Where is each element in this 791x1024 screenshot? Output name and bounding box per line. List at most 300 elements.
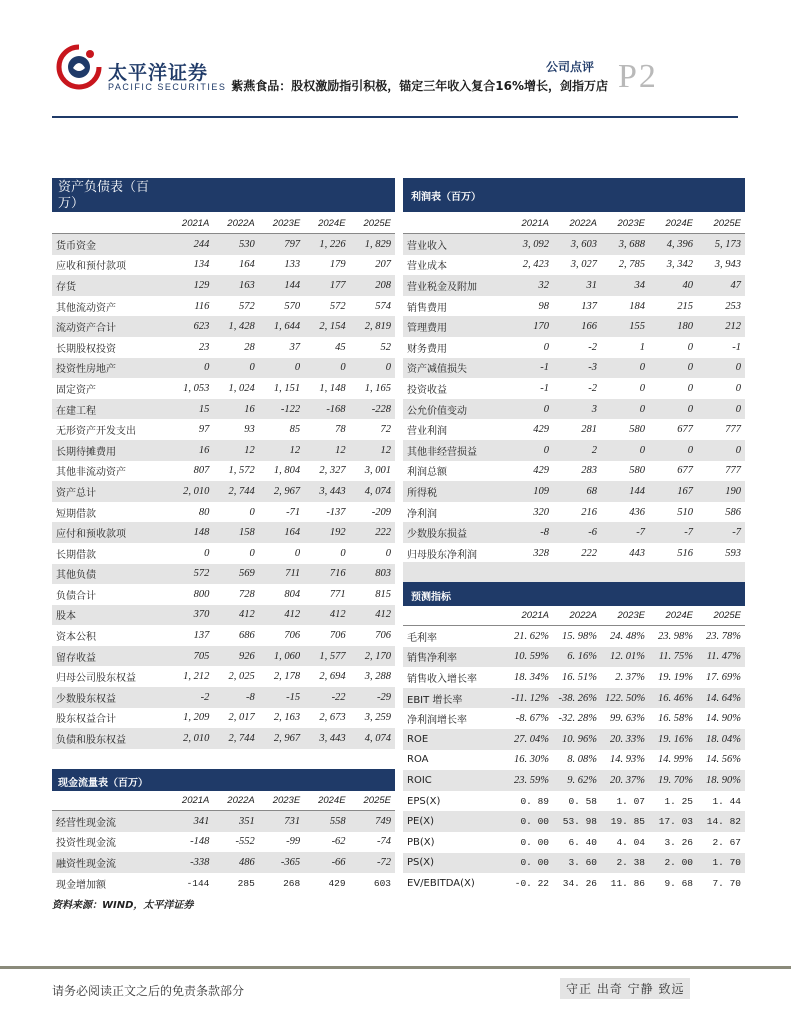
income-statement-title: 利润表（百万）: [411, 192, 481, 203]
value-cell: 14. 90%: [706, 713, 741, 725]
value-cell: 144: [601, 481, 649, 502]
value-cell: 15. 98%: [562, 630, 597, 642]
row-label: 销售费用: [407, 302, 447, 314]
row-label: EBIT 增长率: [403, 688, 505, 709]
value-cell: 3, 443: [304, 728, 349, 749]
table-row: [52, 481, 395, 502]
value-cell: 2, 170: [350, 646, 395, 667]
header-divider: [52, 116, 738, 118]
row-label: 其他流动资产: [56, 302, 116, 314]
value-cell: 8. 08%: [567, 754, 597, 766]
value-cell: 0: [735, 382, 741, 394]
value-cell: 3. 26: [664, 836, 693, 848]
value-cell: 1, 226: [304, 234, 349, 255]
value-cell: 0: [601, 440, 649, 461]
value-cell: 16: [213, 399, 258, 420]
value-cell: 18. 90%: [697, 770, 745, 791]
table-row: [52, 378, 395, 399]
value-cell: 17. 03: [649, 811, 697, 832]
row-label: ROIC: [403, 770, 505, 791]
value-cell: 52: [380, 341, 391, 353]
value-cell: 19. 85: [601, 811, 649, 832]
value-cell: 0. 58: [568, 795, 597, 807]
table-row: [403, 502, 745, 523]
value-cell: 122. 50%: [601, 688, 649, 709]
value-cell: 516: [677, 547, 693, 559]
table-row: [403, 791, 745, 812]
table-row: [403, 750, 745, 771]
value-cell: 11. 86: [610, 877, 645, 889]
table-row: [52, 275, 395, 296]
year-header-cell: 2023E: [259, 214, 304, 234]
value-cell: 429: [328, 877, 346, 889]
value-cell: -29: [350, 687, 395, 708]
value-cell: -99: [286, 836, 301, 848]
table-row: [403, 832, 745, 853]
value-cell: 0: [505, 440, 553, 461]
value-cell: 686: [239, 630, 255, 642]
row-label: 销售收入增长率: [407, 673, 477, 685]
row-label: 短期借款: [56, 508, 96, 520]
row-label: 长期借款: [56, 549, 96, 561]
value-cell: -228: [350, 399, 395, 420]
value-cell: 177: [304, 275, 349, 296]
value-cell: 558: [304, 811, 349, 832]
value-cell: 2, 017: [228, 712, 255, 724]
value-cell: 3: [553, 399, 601, 420]
value-cell: 803: [350, 564, 395, 585]
table-row: [52, 687, 395, 708]
year-header-blank: [403, 606, 505, 626]
value-cell: 144: [259, 275, 304, 296]
value-cell: 2, 163: [273, 712, 301, 724]
value-cell: 815: [375, 588, 391, 600]
row-label: 利润总额: [407, 467, 447, 479]
value-cell: 10. 96%: [553, 729, 601, 750]
value-cell: 0: [350, 358, 395, 379]
year-header-row: [403, 214, 745, 234]
year-header-row: [52, 214, 395, 234]
value-cell: 706: [329, 630, 346, 642]
value-cell: 0: [601, 358, 649, 379]
value-cell: 2. 37%: [615, 671, 645, 683]
value-cell: 18. 04%: [697, 729, 745, 750]
year-header-blank: [52, 214, 168, 234]
value-cell: 6. 40: [568, 836, 597, 848]
value-cell: 129: [168, 275, 213, 296]
row-label: 投资收益: [407, 384, 447, 396]
value-cell: 1. 70: [697, 853, 745, 874]
value-cell: 443: [629, 547, 645, 559]
value-cell: 429: [533, 465, 549, 477]
value-cell: 1, 572: [228, 465, 255, 477]
value-cell: 0: [259, 358, 304, 379]
value-cell: 72: [380, 424, 391, 436]
forecast-title-bar: [403, 582, 745, 606]
row-label: 现金增加额: [56, 879, 106, 891]
value-cell: 3. 60: [553, 853, 601, 874]
value-cell: 711: [259, 564, 304, 585]
table-row: [52, 461, 395, 482]
value-cell: 281: [581, 424, 597, 436]
table-row: [52, 316, 395, 337]
row-label: 资产总计: [52, 481, 168, 502]
value-cell: 1, 024: [228, 382, 255, 394]
value-cell: 1, 829: [350, 234, 395, 255]
year-header-cell: 2022A: [213, 214, 258, 234]
year-header-cell: 2022A: [553, 606, 601, 626]
row-label: 投资性房地产: [52, 358, 168, 379]
value-cell: 0. 89: [520, 795, 549, 807]
value-cell: 148: [168, 522, 213, 543]
value-cell: 0: [601, 399, 649, 420]
value-cell: 68: [553, 481, 601, 502]
value-cell: 3, 092: [505, 234, 553, 255]
value-cell: 2, 327: [319, 465, 346, 477]
row-label: 少数股东损益: [403, 522, 505, 543]
row-label: EV/EBITDA(X): [407, 877, 475, 889]
value-cell: 926: [213, 646, 258, 667]
value-cell: -0. 22: [514, 877, 549, 889]
row-label: 应付和预收款项: [52, 522, 168, 543]
value-cell: 341: [168, 811, 213, 832]
row-label: 融资性现金流: [52, 852, 168, 873]
value-cell: 16. 46%: [649, 688, 697, 709]
value-cell: 370: [168, 605, 213, 626]
value-cell: -2: [168, 687, 213, 708]
value-cell: 137: [193, 630, 210, 642]
value-cell: 16. 58%: [658, 713, 693, 725]
value-cell: 0: [697, 358, 745, 379]
value-cell: 574: [375, 300, 391, 312]
table-row: [403, 811, 745, 832]
value-cell: 1. 25: [664, 795, 693, 807]
row-label: 管理费用: [403, 316, 505, 337]
value-cell: -1: [505, 358, 553, 379]
company-motto: 守正 出奇 宁静 致远: [560, 978, 690, 999]
table-row: [403, 770, 745, 791]
row-label: 所得税: [403, 481, 505, 502]
value-cell: 0: [304, 358, 349, 379]
value-cell: 23: [198, 341, 210, 353]
year-header-cell: 2024E: [649, 606, 697, 626]
row-label: 负债和股东权益: [52, 728, 168, 749]
row-label: 货币资金: [52, 234, 168, 255]
table-row: [403, 667, 745, 688]
value-cell: 12: [259, 440, 304, 461]
table-row: [52, 543, 395, 564]
value-cell: 23. 98%: [658, 630, 693, 642]
value-cell: 19. 70%: [649, 770, 697, 791]
value-cell: 20. 37%: [601, 770, 649, 791]
value-cell: 569: [213, 564, 258, 585]
value-cell: -32. 28%: [558, 713, 597, 725]
footer-divider: [0, 966, 791, 969]
table-row: [403, 378, 745, 399]
value-cell: 98: [538, 300, 549, 312]
year-header-cell: 2021A: [505, 606, 553, 626]
value-cell: 3, 943: [714, 259, 741, 271]
row-label: 归母股东净利润: [407, 549, 477, 561]
value-cell: 2, 744: [213, 481, 258, 502]
value-cell: 37: [289, 341, 301, 353]
value-cell: 0: [649, 440, 697, 461]
table-row: [403, 873, 745, 894]
value-cell: 116: [194, 300, 210, 312]
row-label: 资产减值损失: [403, 358, 505, 379]
value-cell: -1: [732, 341, 741, 353]
row-label: 投资性现金流: [56, 838, 116, 850]
value-cell: 4, 074: [350, 728, 395, 749]
table-row: [52, 522, 395, 543]
value-cell: 99. 63%: [610, 713, 645, 725]
row-label: 其他负债: [52, 564, 168, 585]
value-cell: 1, 209: [183, 712, 210, 724]
value-cell: 4. 04: [616, 836, 645, 848]
value-cell: 706: [284, 630, 301, 642]
table-row: [403, 522, 745, 543]
value-cell: -338: [168, 852, 213, 873]
value-cell: 1, 804: [273, 465, 301, 477]
value-cell: 777: [725, 465, 741, 477]
row-label: ROA: [407, 754, 429, 766]
value-cell: 34. 26: [562, 877, 597, 889]
row-label: 股东权益合计: [56, 714, 116, 726]
row-label: 财务费用: [407, 343, 447, 355]
table-row: [403, 481, 745, 502]
table-row: [403, 543, 745, 564]
value-cell: 40: [649, 275, 697, 296]
value-cell: 12. 01%: [601, 647, 649, 668]
value-cell: 797: [259, 234, 304, 255]
value-cell: 23. 78%: [706, 630, 741, 642]
value-cell: 16. 30%: [514, 754, 549, 766]
value-cell: 2. 00: [649, 853, 697, 874]
value-cell: 14. 64%: [697, 688, 745, 709]
year-header-cell: 2022A: [553, 214, 601, 234]
value-cell: 412: [213, 605, 258, 626]
document-title: 紫燕食品：股权激励指引积极，锚定三年收入复合16%增长，剑指万店: [231, 79, 608, 93]
value-cell: 2. 67: [712, 836, 741, 848]
value-cell: -15: [259, 687, 304, 708]
value-cell: 3, 027: [570, 259, 597, 271]
value-cell: 1, 428: [213, 316, 258, 337]
value-cell: 12: [213, 440, 258, 461]
value-cell: 3, 443: [304, 481, 349, 502]
value-cell: 11. 75%: [649, 647, 697, 668]
table-row: [403, 275, 745, 296]
value-cell: -3: [553, 358, 601, 379]
table-row: [52, 625, 395, 646]
value-cell: -122: [259, 399, 304, 420]
page-header: [0, 0, 791, 118]
table-row: [52, 646, 395, 667]
value-cell: -8: [505, 522, 553, 543]
cash-flow-title-bar: [52, 769, 395, 791]
logo-text-en: PACIFIC SECURITIES: [108, 82, 227, 92]
year-header-cell: 2025E: [350, 214, 395, 234]
table-row: [52, 832, 395, 853]
row-label: 长期股权投资: [56, 343, 116, 355]
row-label: ROE: [403, 729, 505, 750]
value-cell: -144: [186, 877, 210, 889]
table-row: [403, 296, 745, 317]
row-label: 营业成本: [407, 261, 447, 273]
value-cell: 2, 967: [259, 728, 304, 749]
value-cell: 412: [259, 605, 304, 626]
value-cell: 34: [601, 275, 649, 296]
value-cell: 3, 288: [364, 671, 391, 683]
value-cell: 216: [581, 506, 597, 518]
value-cell: 93: [244, 424, 255, 436]
value-cell: 85: [289, 424, 301, 436]
year-header-cell: 2021A: [168, 791, 213, 811]
value-cell: -365: [259, 852, 304, 873]
year-header-blank: [403, 214, 505, 234]
value-cell: -8. 67%: [515, 713, 549, 725]
year-header-cell: 2021A: [505, 214, 553, 234]
value-cell: -148: [190, 836, 210, 848]
value-cell: 320: [533, 506, 549, 518]
value-cell: 167: [649, 481, 697, 502]
table-row: [403, 708, 745, 729]
year-header-cell: 2022A: [213, 791, 258, 811]
value-cell: 208: [350, 275, 395, 296]
value-cell: 3, 603: [553, 234, 601, 255]
value-cell: 134: [193, 259, 210, 271]
row-label: 资本公积: [56, 632, 96, 644]
value-cell: 31: [553, 275, 601, 296]
value-cell: 1, 053: [183, 382, 210, 394]
value-cell: 705: [168, 646, 213, 667]
row-label: 流动资产合计: [52, 316, 168, 337]
row-label: 净利润: [407, 508, 437, 520]
table-row: [403, 255, 745, 276]
income-statement-table: [403, 214, 745, 564]
value-cell: 0: [505, 399, 553, 420]
year-header-cell: 2023E: [601, 606, 649, 626]
table-row: [403, 419, 745, 440]
table-row: [52, 584, 395, 605]
value-cell: 158: [213, 522, 258, 543]
value-cell: 27. 04%: [505, 729, 553, 750]
value-cell: -62: [331, 836, 346, 848]
value-cell: 3, 001: [364, 465, 391, 477]
row-label: PE(X): [403, 811, 505, 832]
value-cell: 1. 44: [712, 795, 741, 807]
value-cell: -137: [326, 506, 346, 518]
year-header-cell: 2024E: [304, 791, 349, 811]
value-cell: 14. 93%: [610, 754, 645, 766]
table-row: [52, 811, 395, 832]
value-cell: 9. 68: [664, 877, 693, 889]
value-cell: 3, 688: [601, 234, 649, 255]
value-cell: 593: [725, 547, 741, 559]
value-cell: 16: [168, 440, 213, 461]
table-row: [52, 255, 395, 276]
table-row: [52, 708, 395, 729]
value-cell: 0. 00: [505, 811, 553, 832]
table-row: [52, 564, 395, 585]
row-label: 归母公司股东权益: [56, 673, 136, 685]
table-row: [52, 728, 395, 749]
value-cell: 0: [385, 547, 391, 559]
pacific-securities-logo-icon: [56, 44, 102, 90]
year-header-cell: 2024E: [649, 214, 697, 234]
value-cell: 570: [284, 300, 301, 312]
balance-sheet-title-bar: [52, 178, 395, 212]
value-cell: 0: [249, 547, 255, 559]
value-cell: 530: [213, 234, 258, 255]
row-label: 留存收益: [52, 646, 168, 667]
value-cell: 80: [198, 506, 210, 518]
value-cell: 283: [581, 465, 597, 477]
value-cell: 0: [697, 440, 745, 461]
value-cell: 53. 98: [553, 811, 601, 832]
table-row: [52, 873, 395, 894]
table-row: [52, 234, 395, 255]
value-cell: 429: [533, 424, 549, 436]
value-cell: 3, 342: [666, 259, 693, 271]
value-cell: 20. 33%: [601, 729, 649, 750]
row-label: 毛利率: [407, 632, 437, 644]
value-cell: 133: [284, 259, 301, 271]
page-number: P2: [618, 58, 658, 95]
cash-flow-table: [52, 791, 395, 893]
table-row: [52, 358, 395, 379]
row-label: 营业利润: [407, 426, 447, 438]
value-cell: -66: [304, 852, 349, 873]
value-cell: 19. 16%: [649, 729, 697, 750]
value-cell: 24. 48%: [610, 630, 645, 642]
value-cell: 163: [213, 275, 258, 296]
value-cell: -7: [601, 522, 649, 543]
value-cell: 1, 151: [273, 382, 301, 394]
value-cell: 180: [649, 316, 697, 337]
value-cell: 222: [350, 522, 395, 543]
value-cell: 0: [249, 506, 255, 518]
value-cell: -72: [350, 852, 395, 873]
value-cell: 731: [259, 811, 304, 832]
table-row: [403, 440, 745, 461]
value-cell: 2. 38: [601, 853, 649, 874]
value-cell: 0: [687, 382, 693, 394]
value-cell: 0: [649, 399, 697, 420]
value-cell: 190: [697, 481, 745, 502]
income-statement-filler: [403, 562, 745, 582]
table-row: [403, 399, 745, 420]
value-cell: 0: [294, 547, 301, 559]
value-cell: 807: [193, 465, 210, 477]
value-cell: 0: [168, 358, 213, 379]
value-cell: 6. 16%: [553, 647, 601, 668]
table-row: [52, 852, 395, 873]
value-cell: -552: [235, 836, 255, 848]
year-header-row: [403, 606, 745, 626]
cash-flow-title: 现金流量表（百万）: [58, 778, 148, 789]
row-label: 少数股东权益: [52, 687, 168, 708]
value-cell: 4, 396: [649, 234, 697, 255]
value-cell: -2: [588, 341, 597, 353]
row-label: 固定资产: [56, 384, 96, 396]
value-cell: -71: [286, 506, 301, 518]
value-cell: 1, 148: [319, 382, 346, 394]
value-cell: 45: [335, 341, 346, 353]
value-cell: 207: [375, 259, 391, 271]
table-row: [403, 647, 745, 668]
value-cell: 0: [649, 358, 697, 379]
table-row: [52, 419, 395, 440]
